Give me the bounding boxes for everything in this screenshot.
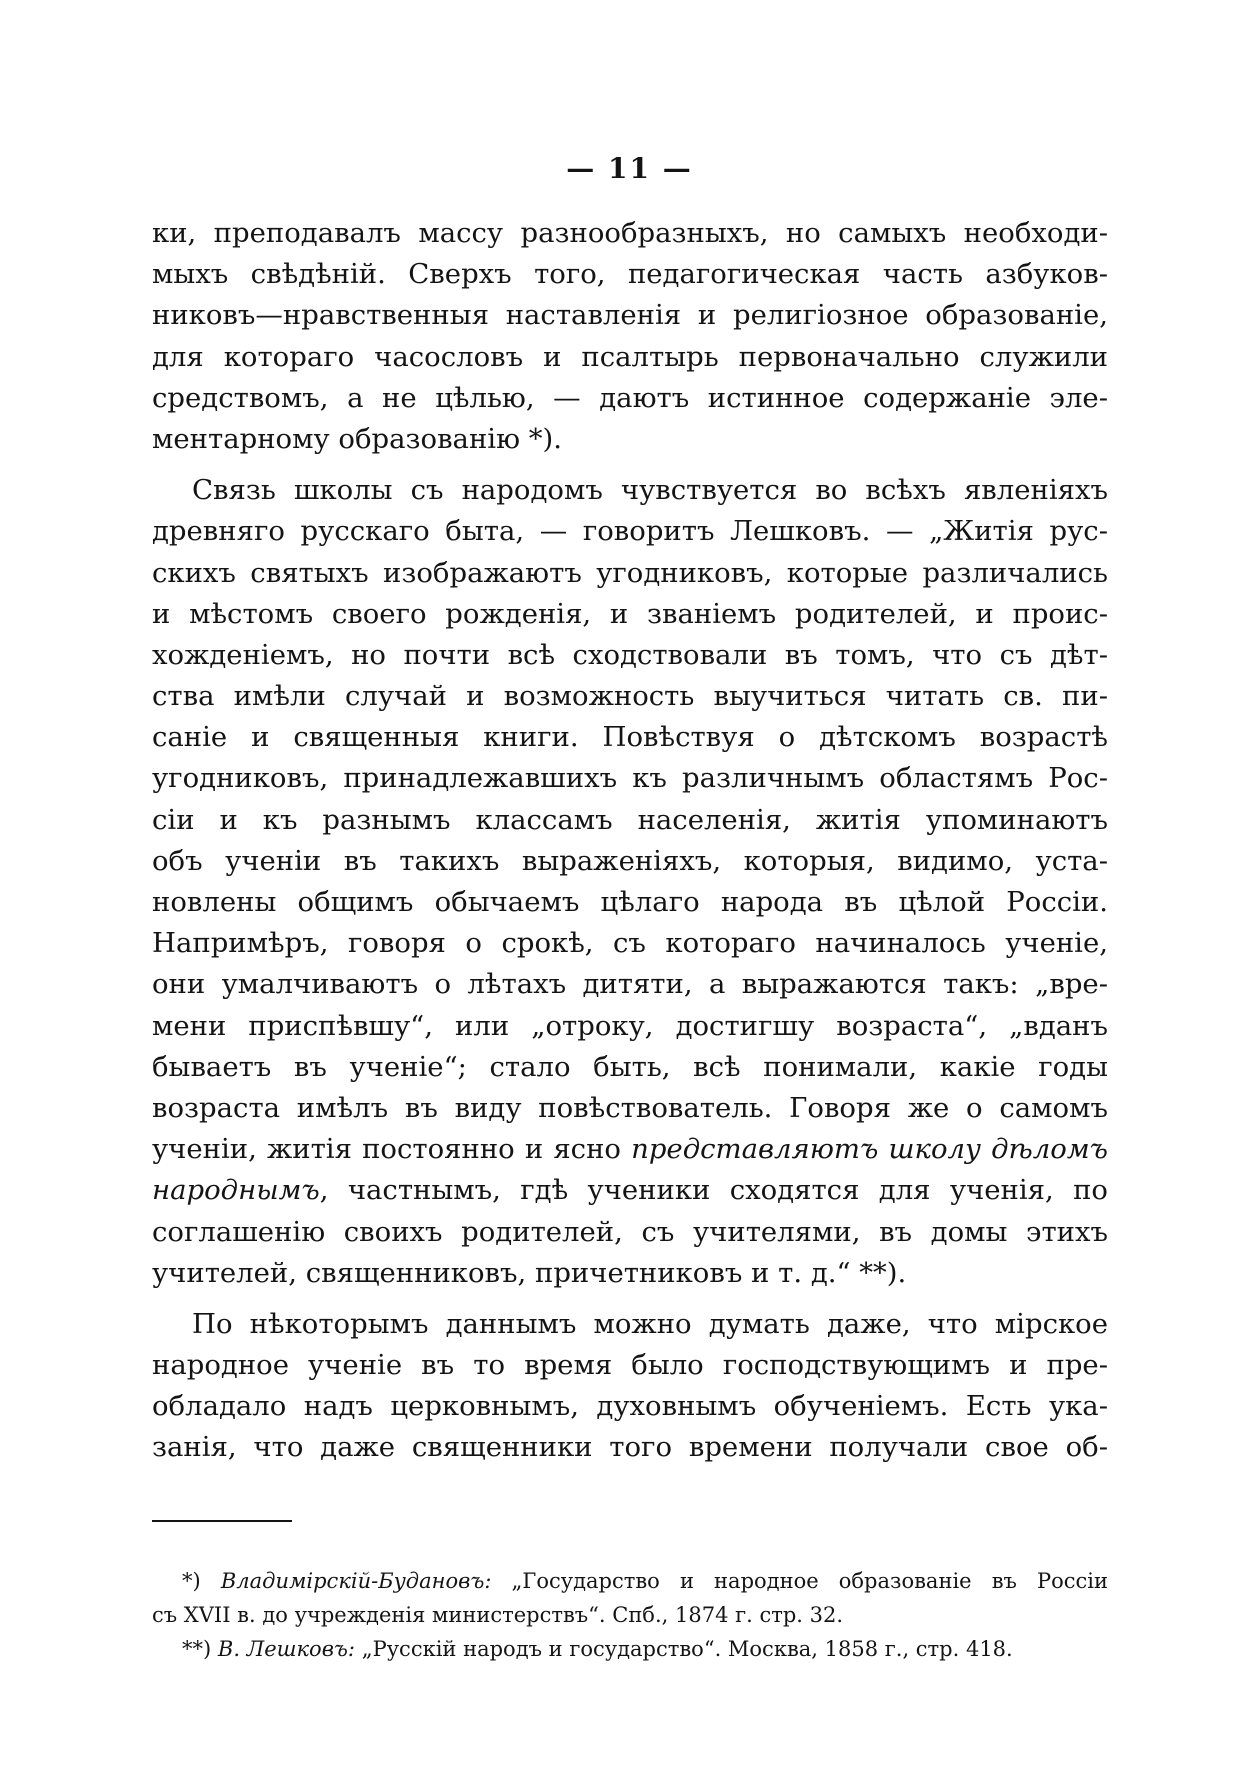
footnote-1 <box>152 1564 1108 1598</box>
footnote-marker: *) <box>182 1569 201 1593</box>
italic-phrase: народнымъ <box>152 1174 320 1207</box>
footnote-divider <box>152 1520 292 1522</box>
text-line-with-italic <box>152 1170 1108 1211</box>
footnote-text: „Государство и народное образованіе въ Россіи <box>511 1569 1108 1593</box>
text-line: и мѣстомъ своего рожденія, и званіемъ родителей, и проис- <box>152 597 1108 630</box>
text-line: Связь школы съ народомъ чувствуется во всѣхъ явленіяхъ <box>192 474 1108 507</box>
text-line: скихъ святыхъ изображаютъ угодниковъ, которые различались <box>152 556 1108 589</box>
text-line: древняго русскаго быта, — говоритъ Лешковъ. — „Житія рус- <box>152 515 1108 548</box>
text-line: мени приспѣвшу“, или „отроку, достигшу возраста“, „вданъ <box>152 1009 1108 1042</box>
paragraph-1 <box>152 213 1108 460</box>
text-line-with-italic <box>152 1129 1108 1170</box>
page-number: — 11 — <box>566 152 693 185</box>
footnote-2 <box>152 1632 1108 1666</box>
footnote-author: Владимірскій-Будановъ: <box>220 1569 492 1593</box>
text-line: учителей, священниковъ, причетниковъ и т. д.“ **). <box>152 1256 907 1289</box>
text-segment: , частнымъ, гдѣ ученики сходятся для ученія, по <box>319 1174 1108 1207</box>
footnote-1-continued: съ XVII в. до учрежденія министерствъ“. Спб., 1874 г. стр. 32. <box>152 1603 844 1627</box>
text-line: сіи и къ разнымъ классамъ населенія, житія упоминаютъ <box>152 803 1108 836</box>
text-segment: ученіи, житія постоянно и ясно <box>152 1133 621 1166</box>
footnote-marker: **) <box>182 1637 212 1661</box>
text-line: угодниковъ, принадлежавшихъ къ различнымъ областямъ Рос- <box>152 762 1108 795</box>
text-line: мыхъ свѣдѣній. Сверхъ того, педагогическая часть азбуков- <box>152 258 1108 291</box>
paragraph-2 <box>152 470 1108 1294</box>
text-line: занія, что даже священники того времени получали свое об- <box>152 1431 1108 1464</box>
text-line: никовъ—нравственныя наставленія и религіозное образованіе, <box>152 299 1108 332</box>
text-line: бываетъ въ ученіе“; стало быть, всѣ понимали, какіе годы <box>152 1050 1108 1083</box>
text-line: Напримѣръ, говоря о срокѣ, съ котораго начиналось ученіе, <box>152 927 1108 960</box>
footnotes <box>152 1564 1108 1666</box>
text-line: новлены общимъ обычаемъ цѣлаго народа въ цѣлой Россіи. <box>152 886 1108 918</box>
text-line: соглашенію своихъ родителей, съ учителями, въ домы этихъ <box>152 1215 1108 1248</box>
paragraph-3 <box>152 1304 1108 1469</box>
text-line: По нѣкоторымъ даннымъ можно думать даже, что мірское <box>192 1307 1108 1340</box>
footnote-text: „Русскій народъ и государство“. Москва, 1858 г., стр. 418. <box>361 1637 1013 1661</box>
text-line: они умалчиваютъ о лѣтахъ дитяти, а выражаются такъ: „вре- <box>152 968 1108 1001</box>
text-line: объ ученіи въ такихъ выраженіяхъ, которыя, видимо, уста- <box>152 844 1108 877</box>
text-line: саніе и священныя книги. Повѣствуя о дѣтскомъ возрастѣ <box>152 721 1108 754</box>
text-line: обладало надъ церковнымъ, духовнымъ обученіемъ. Есть ука- <box>152 1390 1108 1423</box>
text-line: ки, преподавалъ массу разнообразныхъ, но самыхъ необходи- <box>152 217 1108 249</box>
text-line: средствомъ, а не цѣлью, — даютъ истинное содержаніе эле- <box>152 381 1108 414</box>
text-line: народное ученіе въ то время было господствующимъ и пре- <box>152 1349 1108 1382</box>
footnote-author: В. Лешковъ: <box>217 1637 355 1661</box>
text-line: для котораго часословъ и псалтырь первоначально служили <box>152 340 1108 373</box>
italic-phrase: представляютъ школу дѣломъ <box>631 1133 1108 1166</box>
text-line: ства имѣли случай и возможность выучиться читать св. пи- <box>152 680 1108 713</box>
text-line: хожденіемъ, но почти всѣ сходствовали въ томъ, что съ дѣт- <box>152 638 1108 671</box>
text-line: возраста имѣлъ въ виду повѣствователь. Говоря же о самомъ <box>152 1091 1108 1124</box>
text-line: ментарному образованію *). <box>152 422 562 455</box>
body-text <box>152 213 1108 1469</box>
